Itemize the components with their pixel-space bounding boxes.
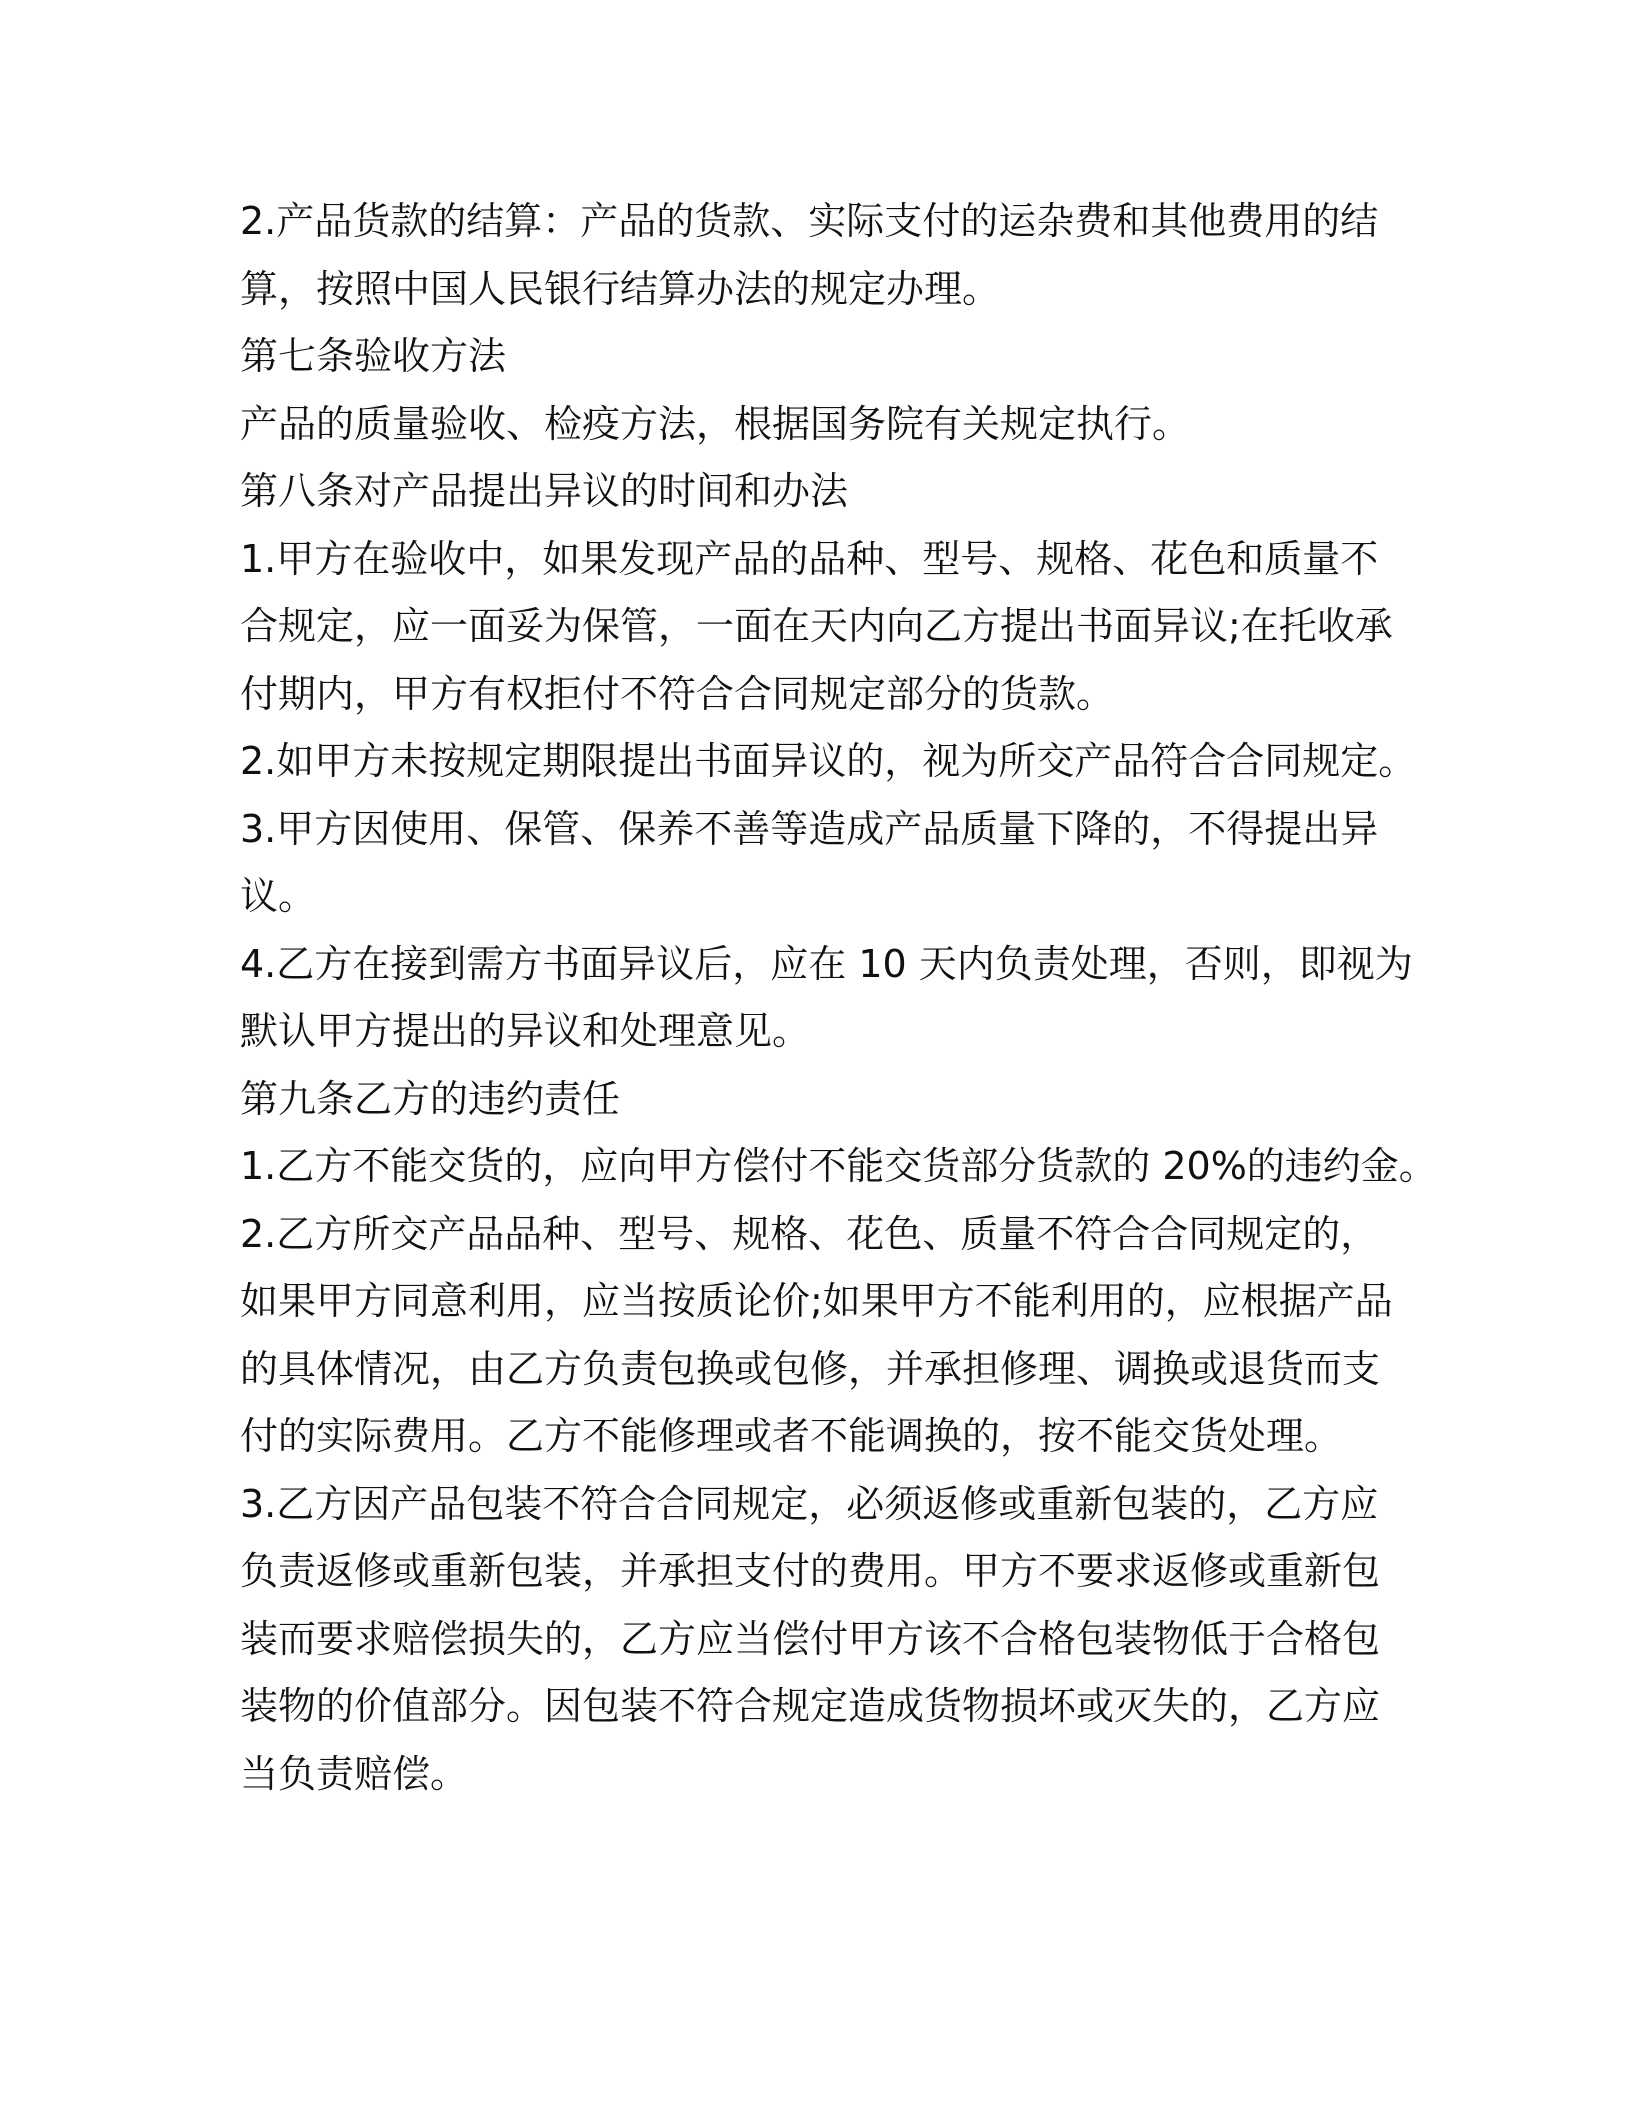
text-line: 1.乙方不能交货的，应向甲方偿付不能交货部分货款的 20%的违约金。 [240,1144,1437,1188]
text-line: 3.甲方因使用、保管、保养不善等造成产品质量下降的，不得提出异 [240,806,1379,851]
text-line: 付的实际费用。乙方不能修理或者不能调换的，按不能交货处理。 [240,1414,1343,1458]
text-line: 2.产品货款的结算：产品的货款、实际支付的运杂费和其他费用的结 [240,199,1379,243]
text-line: 议。 [240,874,317,918]
section-heading: 第七条验收方法 [240,334,507,378]
text-line: 负责返修或重新包装，并承担支付的费用。甲方不要求返修或重新包 [240,1549,1381,1593]
text-line: 装物的价值部分。因包装不符合规定造成货物损坏或灭失的，乙方应 [240,1684,1381,1728]
text-line: 2.乙方所交产品品种、型号、规格、花色、质量不符合合同规定的， [240,1211,1379,1256]
document-body [240,188,1437,1808]
text-line: 1.甲方在验收中，如果发现产品的品种、型号、规格、花色和质量不 [240,536,1379,581]
text-line: 3.乙方因产品包装不符合合同规定，必须返修或重新包装的，乙方应 [240,1481,1379,1526]
text-line: 的具体情况，由乙方负责包换或包修，并承担修理、调换或退货而支 [240,1346,1381,1391]
text-line: 当负责赔偿。 [240,1751,469,1796]
text-line: 算，按照中国人民银行结算办法的规定办理。 [240,266,1001,311]
text-line: 4.乙方在接到需方书面异议后，应在 10 天内负责处理，否则，即视为 [240,941,1413,986]
text-line: 装而要求赔偿损失的，乙方应当偿付甲方该不合格包装物低于合格包 [240,1616,1381,1661]
text-line: 2.如甲方未按规定期限提出书面异议的，视为所交产品符合合同规定。 [240,739,1417,783]
text-line: 付期内，甲方有权拒付不符合合同规定部分的货款。 [240,671,1115,716]
text-line: 合规定，应一面妥为保管，一面在天内向乙方提出书面异议;在托收承 [240,604,1393,648]
text-line: 产品的质量验收、检疫方法，根据国务院有关规定执行。 [240,401,1191,446]
text-line: 如果甲方同意利用，应当按质论价;如果甲方不能利用的，应根据产品 [240,1279,1393,1323]
section-heading: 第八条对产品提出异议的时间和办法 [240,469,849,513]
text-line: 默认甲方提出的异议和处理意见。 [240,1009,811,1053]
section-heading: 第九条乙方的违约责任 [240,1076,621,1121]
